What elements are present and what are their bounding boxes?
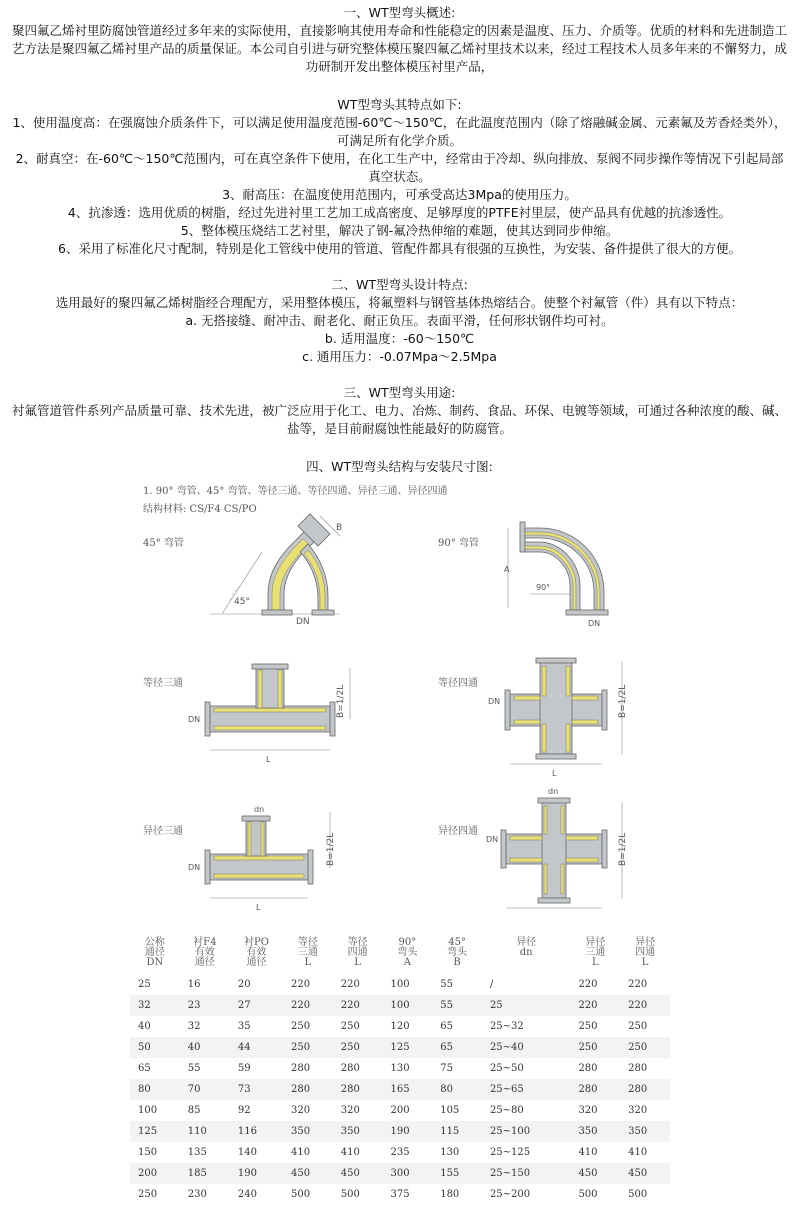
table-cell: 85 bbox=[187, 1105, 201, 1116]
table-header-row bbox=[130, 938, 670, 974]
column-header-line: 三通 bbox=[297, 947, 318, 958]
table-cell: 220 bbox=[340, 979, 360, 990]
table-row bbox=[130, 1121, 670, 1142]
table-cell: 280 bbox=[628, 1063, 648, 1074]
table-row bbox=[130, 1037, 670, 1058]
tee-reduce-label: 异径三通 bbox=[143, 826, 183, 837]
table-cell: 150 bbox=[138, 1147, 158, 1158]
column-header-line: 有效 bbox=[246, 947, 267, 958]
table-cell: 450 bbox=[570, 1163, 620, 1184]
column-header-line: 90° bbox=[398, 937, 417, 948]
table-cell: 23 bbox=[180, 995, 230, 1016]
section-1 bbox=[0, 4, 799, 76]
table-cell: 25~40 bbox=[482, 1037, 571, 1058]
elbow-90-label: 90° 弯管 bbox=[438, 538, 479, 549]
elbow-90-a-text: A bbox=[504, 565, 510, 574]
table-cell: 350 bbox=[283, 1121, 333, 1142]
table-cell: 185 bbox=[180, 1163, 230, 1184]
tee-reduce-l-text: L bbox=[256, 903, 261, 912]
column-header-line: L bbox=[354, 957, 361, 968]
column-header-line: 异径 bbox=[635, 937, 656, 948]
features bbox=[0, 96, 799, 258]
table-cell: 65 bbox=[138, 1063, 151, 1074]
section-2-title: 二、WT型弯头设计特点: bbox=[331, 277, 468, 292]
table-cell: 320 bbox=[628, 1105, 648, 1116]
elbow-90-drawing bbox=[508, 522, 608, 615]
table-cell: 44 bbox=[230, 1037, 283, 1058]
section-2-item-b: b. 适用温度：-60～150℃ bbox=[324, 331, 475, 346]
column-header-line: dn bbox=[519, 947, 533, 958]
table-cell: 250 bbox=[578, 1021, 598, 1032]
table-row bbox=[130, 1184, 670, 1205]
table-cell: 280 bbox=[620, 1079, 670, 1100]
table-cell: 32 bbox=[187, 1021, 201, 1032]
table-cell: 130 bbox=[390, 1063, 410, 1074]
tee-equal-l-text: L bbox=[266, 755, 271, 764]
table-cell: 165 bbox=[382, 1079, 432, 1100]
table-cell: 410 bbox=[578, 1147, 598, 1158]
column-header-line: 四通 bbox=[347, 947, 368, 958]
table-cell: 120 bbox=[390, 1021, 410, 1032]
section-2 bbox=[0, 276, 799, 366]
cross-equal-drawing bbox=[505, 658, 622, 764]
column-header-line: 有效 bbox=[194, 947, 215, 958]
section-3 bbox=[0, 384, 799, 438]
feature-4: 4、抗渗透：选用优质的树脂，经过先进衬里工艺加工成高密度、足够厚度的PTFE衬里层，使产品具有优越的抗渗透性。 bbox=[67, 205, 732, 220]
column-header-line: A bbox=[403, 957, 411, 968]
table-cell: 80 bbox=[432, 1079, 482, 1100]
column-header-line: B bbox=[453, 957, 461, 968]
elbow-45-drawing bbox=[210, 514, 343, 615]
table-cell: 200 bbox=[390, 1105, 410, 1116]
cross-equal-dn-text: DN bbox=[488, 697, 501, 706]
section-3-paragraph: 衬氟管道管件系列产品质量可靠、技术先进，被广泛应用于化工、电力、冶炼、制药、食品、环保、电镀等领域，可通过各种浓度的酸、碱、盐等，是目前耐腐蚀性能最好的防腐管。 bbox=[11, 403, 787, 436]
table-cell: 65 bbox=[432, 1037, 482, 1058]
table-cell: 25~50 bbox=[489, 1063, 524, 1074]
section-2-paragraph: 选用最好的聚四氟乙烯树脂经合理配方，采用整体模压，将氟塑料与钢管基体热熔结合。使整个衬氟管（件）具有以下特点： bbox=[55, 295, 744, 310]
column-header-line: 通径 bbox=[194, 957, 215, 968]
column-header-line: 衬PO bbox=[243, 937, 269, 948]
cross-reduce-label: 异径四通 bbox=[438, 826, 478, 837]
feature-5: 5、整体模压烧结工艺衬里，解决了钢-氟冷热伸缩的难题，使其达到同步伸缩。 bbox=[180, 223, 619, 238]
table-cell: 500 bbox=[291, 1189, 311, 1200]
table-cell: 320 bbox=[340, 1105, 360, 1116]
column-header bbox=[180, 938, 230, 974]
table-cell: 250 bbox=[340, 1021, 360, 1032]
column-header-line: 弯头 bbox=[397, 947, 418, 958]
table-cell: 25~125 bbox=[489, 1147, 531, 1158]
dimensions-table bbox=[130, 938, 670, 1205]
column-header-line: 衬F4 bbox=[193, 937, 217, 948]
table-cell: 105 bbox=[440, 1105, 460, 1116]
column-header bbox=[482, 938, 571, 974]
table-cell: 25 bbox=[482, 995, 571, 1016]
features-title: WT型弯头其特点如下: bbox=[337, 97, 462, 112]
section-1-title: 一、WT型弯头概述: bbox=[343, 5, 456, 20]
tee-reduce-drawing bbox=[205, 812, 330, 898]
feature-3: 3、耐高压：在温度使用范围内，可承受高达3Mpa的使用压力。 bbox=[222, 187, 577, 202]
table-cell: 59 bbox=[237, 1063, 251, 1074]
table-cell: 100 bbox=[138, 1105, 158, 1116]
table-cell: 40 bbox=[180, 1037, 230, 1058]
table-cell: 20 bbox=[237, 979, 251, 990]
cross-equal-half-text: B=1/2L bbox=[618, 684, 628, 718]
table-cell: 116 bbox=[230, 1121, 283, 1142]
table-cell: 230 bbox=[187, 1189, 207, 1200]
table-cell: 450 bbox=[620, 1163, 670, 1184]
table-cell: 220 bbox=[291, 979, 311, 990]
table-cell: 130 bbox=[440, 1147, 460, 1158]
column-header-line: 异径 bbox=[585, 937, 606, 948]
table-cell: 300 bbox=[382, 1163, 432, 1184]
column-header bbox=[620, 938, 670, 974]
table-cell: 240 bbox=[237, 1189, 257, 1200]
table-cell: 220 bbox=[628, 979, 648, 990]
table-cell: 100 bbox=[390, 979, 410, 990]
column-header-line: 弯头 bbox=[447, 947, 468, 958]
cross-equal-label: 等径四通 bbox=[438, 678, 478, 689]
table-cell: 250 bbox=[570, 1037, 620, 1058]
table-cell: 25~32 bbox=[489, 1021, 524, 1032]
section-2-item-c: c. 通用压力：-0.07Mpa～2.5Mpa bbox=[302, 349, 497, 364]
table-cell: 450 bbox=[333, 1163, 383, 1184]
table-cell: 55 bbox=[187, 1063, 201, 1074]
tee-equal-drawing bbox=[205, 664, 350, 750]
elbow-90-dn-text: DN bbox=[588, 619, 601, 628]
table-cell: 320 bbox=[291, 1105, 311, 1116]
table-cell: 220 bbox=[570, 995, 620, 1016]
table-cell: 55 bbox=[432, 995, 482, 1016]
tee-reduce-half-text: B=1/2L bbox=[326, 832, 336, 866]
table-row bbox=[130, 1079, 670, 1100]
column-header-line: 四通 bbox=[635, 947, 656, 958]
elbow-45-label: 45° 弯管 bbox=[143, 538, 184, 549]
table-cell: 375 bbox=[390, 1189, 410, 1200]
table-row bbox=[130, 1163, 670, 1184]
tee-equal-dn-text: DN bbox=[188, 715, 201, 724]
table-row bbox=[130, 1100, 670, 1121]
table-body bbox=[130, 974, 670, 1205]
table-cell: 125 bbox=[382, 1037, 432, 1058]
table-cell: 25~200 bbox=[489, 1189, 531, 1200]
table-cell: 250 bbox=[620, 1037, 670, 1058]
column-header-line: DN bbox=[146, 957, 164, 968]
cross-equal-l-text: L bbox=[552, 769, 557, 778]
table-cell: 70 bbox=[180, 1079, 230, 1100]
cross-reduce-half-text: B=1/2L bbox=[618, 832, 628, 866]
table-cell: 220 bbox=[333, 995, 383, 1016]
table-cell: 25~80 bbox=[489, 1105, 524, 1116]
fittings-figure bbox=[0, 482, 799, 912]
cross-reduce-dn-text: DN bbox=[486, 835, 499, 844]
column-header-line: 三通 bbox=[585, 947, 606, 958]
column-header-line: 45° bbox=[448, 937, 466, 948]
table-cell: 410 bbox=[340, 1147, 360, 1158]
table-cell: 25~65 bbox=[482, 1079, 571, 1100]
tee-reduce-dn-text: DN bbox=[188, 863, 201, 872]
table-cell: 110 bbox=[180, 1121, 230, 1142]
table-row bbox=[130, 1016, 670, 1037]
column-header-line: L bbox=[591, 957, 599, 968]
table-cell: 75 bbox=[440, 1063, 453, 1074]
column-header bbox=[283, 938, 333, 974]
table-cell: 220 bbox=[283, 995, 333, 1016]
column-header-line: L bbox=[304, 957, 312, 968]
table-cell: 280 bbox=[291, 1063, 311, 1074]
section-1-paragraph: 聚四氟乙烯衬里防腐蚀管道经过多年来的实际使用，直接影响其使用寿命和性能稳定的因素是温度、压力、介质等。优质的材料和先进制造工艺方法是聚四氟乙烯衬里产品的质量保证。本公司自引进与研究整体模压聚四氟乙烯衬里技术以来，经过工程技术人员多年来的不懈努力，成功研制开发出整体模压衬里产品， bbox=[11, 23, 787, 74]
column-header-line: 等径 bbox=[297, 937, 318, 948]
table-cell: 35 bbox=[237, 1021, 251, 1032]
table-cell: 450 bbox=[283, 1163, 333, 1184]
table-cell: 250 bbox=[283, 1037, 333, 1058]
table-cell: 320 bbox=[578, 1105, 598, 1116]
table-cell: 27 bbox=[230, 995, 283, 1016]
table-cell: 40 bbox=[138, 1021, 151, 1032]
column-header-line: 公称 bbox=[144, 937, 165, 948]
column-header bbox=[432, 938, 482, 974]
table-cell: 50 bbox=[130, 1037, 180, 1058]
cross-reduce-dn-small-text: dn bbox=[548, 787, 559, 796]
table-cell: 80 bbox=[130, 1079, 180, 1100]
figure-caption-1: 1. 90° 弯管、45° 弯管、等径三通、等径四通、异径三通、异径四通 bbox=[143, 486, 448, 497]
feature-1: 1、使用温度高：在强腐蚀介质条件下，可以满足使用温度范围-60℃～150℃，在此温度范围内（除了熔融碱金属、元素氟及芳香烃类外），可满足所有化学介质。 bbox=[12, 115, 787, 148]
tee-equal-label: 等径三通 bbox=[143, 678, 183, 689]
table-cell: 250 bbox=[138, 1189, 158, 1200]
table-cell: 280 bbox=[578, 1063, 598, 1074]
table-cell: 410 bbox=[628, 1147, 648, 1158]
feature-6: 6、采用了标准化尺寸配制，特别是化工管线中使用的管道、管配件都具有很强的互换性，为安装、备件提供了很大的方便。 bbox=[58, 241, 741, 256]
table-cell: 190 bbox=[230, 1163, 283, 1184]
table-cell: 25~100 bbox=[482, 1121, 571, 1142]
table-cell: 280 bbox=[283, 1079, 333, 1100]
table-cell: 65 bbox=[440, 1021, 453, 1032]
table-cell: 220 bbox=[578, 979, 598, 990]
fittings-drawings bbox=[0, 482, 799, 912]
table-cell: 250 bbox=[628, 1021, 648, 1032]
table-cell: 350 bbox=[620, 1121, 670, 1142]
table-row bbox=[130, 1142, 670, 1163]
table-cell: 190 bbox=[382, 1121, 432, 1142]
section-4 bbox=[0, 458, 799, 476]
elbow-45-b-text: B bbox=[336, 523, 343, 533]
table-cell: 280 bbox=[340, 1063, 360, 1074]
column-header bbox=[570, 938, 620, 974]
table-cell: 410 bbox=[291, 1147, 311, 1158]
section-2-item-a: a. 无搭接缝、耐冲击、耐老化、耐正负压。表面平滑，任何形状钢件均可衬。 bbox=[185, 313, 614, 328]
angle-90-text: 90° bbox=[536, 583, 551, 592]
table-cell: 115 bbox=[432, 1121, 482, 1142]
table-row bbox=[130, 1058, 670, 1079]
feature-2: 2、耐真空：在-60℃～150℃范围内，可在真空条件下使用，在化工生产中，经常由于冷却、纵向排放、泵阀不同步操作等情况下引起局部真空状态。 bbox=[15, 151, 784, 184]
column-header bbox=[382, 938, 432, 974]
table-cell: 350 bbox=[333, 1121, 383, 1142]
section-3-title: 三、WT型弯头用途: bbox=[343, 385, 456, 400]
column-header-line: L bbox=[641, 957, 649, 968]
column-header-line: 通径 bbox=[246, 957, 267, 968]
table-cell: 280 bbox=[570, 1079, 620, 1100]
table-cell: 16 bbox=[187, 979, 201, 990]
figure-caption-2: 结构材料: CS/F4 CS/PO bbox=[143, 504, 257, 515]
table-cell: 235 bbox=[390, 1147, 410, 1158]
table-cell: 92 bbox=[237, 1105, 251, 1116]
table-cell: 500 bbox=[578, 1189, 598, 1200]
table-cell: / bbox=[489, 979, 494, 990]
table-cell: 200 bbox=[130, 1163, 180, 1184]
column-header bbox=[333, 938, 383, 974]
column-header-line: 通径 bbox=[144, 947, 165, 958]
tee-equal-half-text: B=1/2L bbox=[336, 684, 346, 718]
table-cell: 500 bbox=[628, 1189, 648, 1200]
column-header bbox=[230, 938, 283, 974]
table-row bbox=[130, 995, 670, 1016]
table-cell: 250 bbox=[333, 1037, 383, 1058]
table-cell: 155 bbox=[432, 1163, 482, 1184]
column-header-line: 等径 bbox=[347, 937, 368, 948]
table-cell: 180 bbox=[440, 1189, 460, 1200]
table-row bbox=[130, 974, 670, 995]
table-cell: 500 bbox=[340, 1189, 360, 1200]
tee-reduce-dn-small-text: dn bbox=[254, 805, 265, 814]
table-cell: 32 bbox=[130, 995, 180, 1016]
table-cell: 125 bbox=[130, 1121, 180, 1142]
table-cell: 25 bbox=[138, 979, 151, 990]
angle-45-text: 45° bbox=[234, 597, 250, 607]
column-header-line: 异径 bbox=[516, 937, 537, 948]
table-cell: 280 bbox=[333, 1079, 383, 1100]
table-cell: 350 bbox=[570, 1121, 620, 1142]
table-cell: 100 bbox=[382, 995, 432, 1016]
table-cell: 135 bbox=[187, 1147, 207, 1158]
elbow-45-dn-text: DN bbox=[296, 617, 310, 627]
table-cell: 250 bbox=[291, 1021, 311, 1032]
column-header bbox=[130, 938, 180, 974]
table-cell: 140 bbox=[237, 1147, 257, 1158]
section-4-title: 四、WT型弯头结构与安装尺寸图: bbox=[306, 459, 493, 474]
table-cell: 73 bbox=[230, 1079, 283, 1100]
table-cell: 55 bbox=[440, 979, 453, 990]
table-cell: 25~150 bbox=[482, 1163, 571, 1184]
table-cell: 220 bbox=[620, 995, 670, 1016]
cross-reduce-drawing bbox=[501, 798, 622, 908]
